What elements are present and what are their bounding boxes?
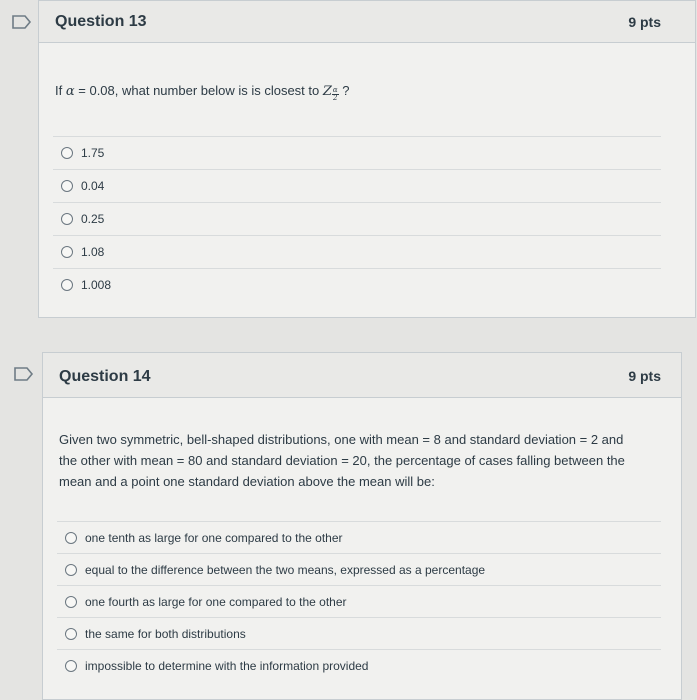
answer-label: equal to the difference between the two means, expressed as a percentage xyxy=(85,562,486,577)
prompt-line: Given two symmetric, bell-shaped distributions, one with mean = 8 and standard deviation = 2 and xyxy=(59,432,624,447)
answer-option[interactable] xyxy=(57,649,661,681)
radio-button[interactable] xyxy=(65,564,77,576)
question-title: Question 13 xyxy=(55,13,147,30)
answer-label: 0.25 xyxy=(81,212,105,226)
answer-list xyxy=(57,521,661,681)
question-points: 9 pts xyxy=(628,368,661,384)
question-13-card xyxy=(38,0,696,318)
frac-numerator: α xyxy=(332,86,338,94)
prompt-equals: = 0.08, what number below is is closest to xyxy=(78,83,320,98)
answer-label: 1.08 xyxy=(81,245,105,259)
answer-label: impossible to determine with the information provided xyxy=(85,658,369,673)
prompt-lead: If xyxy=(55,83,63,98)
answer-label: one tenth as large for one compared to the other xyxy=(85,530,343,545)
answer-option[interactable] xyxy=(53,169,661,202)
prompt-tail: ? xyxy=(342,83,350,98)
answer-option[interactable] xyxy=(53,136,661,169)
z-symbol: Z xyxy=(322,84,332,99)
alpha-symbol: α xyxy=(65,84,75,99)
answer-label: 0.04 xyxy=(81,179,105,193)
answer-option[interactable] xyxy=(57,617,661,649)
answer-option[interactable] xyxy=(53,235,661,268)
flag-question-13-icon[interactable] xyxy=(12,15,32,29)
prompt-line: mean and a point one standard deviation above the mean will be: xyxy=(59,474,435,489)
radio-button[interactable] xyxy=(61,180,73,192)
radio-button[interactable] xyxy=(65,660,77,672)
prompt-line: the other with mean = 80 and standard deviation = 20, the percentage of cases falling between the xyxy=(59,453,625,468)
answer-option[interactable] xyxy=(57,521,661,553)
answer-label: 1.75 xyxy=(81,146,105,160)
frac-denominator: 2 xyxy=(333,94,338,102)
answer-list xyxy=(53,136,661,301)
answer-option[interactable] xyxy=(53,268,661,301)
question-14-prompt xyxy=(59,429,669,492)
answer-option[interactable] xyxy=(57,585,661,617)
answer-label: 1.008 xyxy=(81,278,112,292)
radio-button[interactable] xyxy=(61,147,73,159)
answer-option[interactable] xyxy=(53,202,661,235)
radio-button[interactable] xyxy=(65,628,77,640)
radio-button[interactable] xyxy=(61,213,73,225)
radio-button[interactable] xyxy=(61,246,73,258)
alpha-over-two xyxy=(332,87,339,102)
question-13-prompt xyxy=(55,80,350,102)
answer-label: one fourth as large for one compared to the other xyxy=(85,594,347,609)
question-points: 9 pts xyxy=(628,14,661,30)
answer-label: the same for both distributions xyxy=(85,626,246,641)
radio-button[interactable] xyxy=(61,279,73,291)
flag-question-14-icon[interactable] xyxy=(14,367,34,381)
question-title: Question 14 xyxy=(59,368,151,385)
radio-button[interactable] xyxy=(65,596,77,608)
radio-button[interactable] xyxy=(65,532,77,544)
answer-option[interactable] xyxy=(57,553,661,585)
question-14-card xyxy=(42,352,682,700)
